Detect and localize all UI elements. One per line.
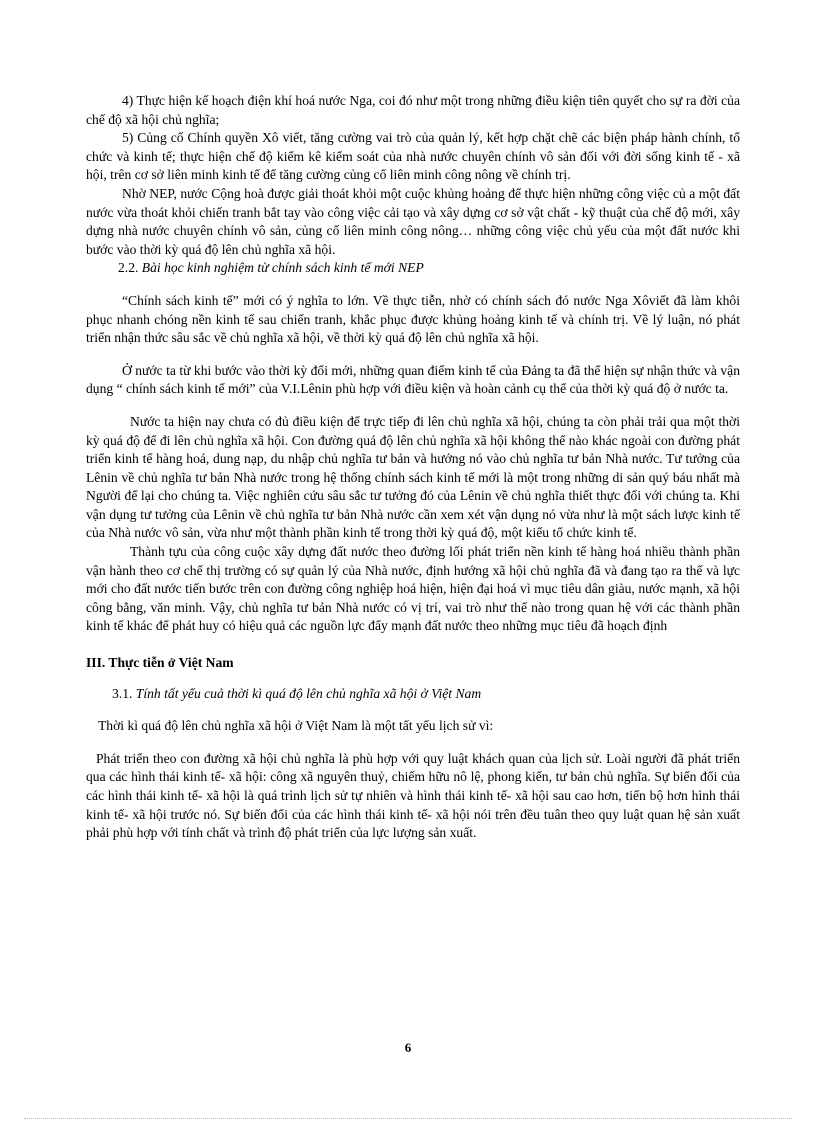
paragraph-achievements: Thành tựu của công cuộc xây dựng đất nước theo đường lối phát triển nền kinh tế hàng hoá nhiều thành phần vận hành theo cơ chế thị trường có sự quản lý của Nhà nước, định hướng xã hội chủ nghĩa đã và đang tạo ra thế và lực mới cho đất nước tiến bước trên con đường công nghiệp hoá hiện, hiện đại hoá vì mục tiêu dân giàu, nước mạnh, xã hội công bằng, văn minh. Vậy, chủ nghĩa tư bản Nhà nước có vị trí, vai trò như thế nào trong quan hệ với các thành phần kinh tế khác để phát huy có hiệu quả các nguồn lực đẩy mạnh đất nước theo những mục tiêu đã hoạch định (86, 544, 740, 634)
paragraph-nep-significance: “Chính sách kinh tế” mới có ý nghĩa to lớn. Về thực tiễn, nhờ có chính sách đó nước Nga Xôviết đã làm khôi phục nhanh chóng nền kinh tế sau chiến tranh, khắc phục được khủng hoảng kinh tế và chính trị. Về lý luận, nó phát triển nhận thức sâu sắc về chủ nghĩa xã hội, về thời kỳ quá độ lên chủ nghĩa xã hội. (86, 292, 740, 346)
paragraph-nep-result: Nhờ NEP, nước Cộng hoà được giải thoát khỏi một cuộc khủng hoảng để thực hiện những công việc củ a một đất nước vừa thoát khỏi chiến tranh bắt tay vào công việc cải tạo và xây dựng cơ sở vật chất - kỹ thuật của chế độ mới, xây dựng nhà nước chuyên chính vô sản, củng cố liên minh công nông… những công việc chủ yếu của một đất nước khi bước vào thời kỳ quá độ lên chủ nghĩa xã hội. (86, 185, 740, 257)
paragraph-transition-path: Nước ta hiện nay chưa có đủ điều kiện để trực tiếp đi lên chủ nghĩa xã hội, chúng ta còn phải trải qua một thời kỳ quá độ để đi lên chủ nghĩa xã hội. Con đường quá độ lên chủ nghĩa xã hội không thể nào khác ngoài con đường phát triển kinh tế hàng hoá, dung nạp, du nhập chủ nghĩa tư bản và hướng nó vào chủ nghĩa tư bản Nhà nước. Tư tưởng của Lênin về chủ nghĩa tư bản Nhà nước trong hệ thống chính sách kinh tế mới là một trong những di sản quý báu nhất mà Người để lại cho chúng ta. Việc nghiên cứu sâu sắc tư tưởng đó của Lênin về chủ nghĩa thiết thực đối với chúng ta. Khi vận dụng tư tưởng của Lênin về chủ nghĩa tư bản Nhà nước cần xem xét vận dụng nó vừa như là một sách lược kinh tế của Nhà nước vô sản, vừa như một thành phần kinh tế trong thời kỳ quá độ, một kiểu tổ chức kinh tế. (86, 413, 740, 541)
section-title: Bài học kinh nghiệm từ chính sách kinh tế mới NEP (141, 260, 424, 276)
paragraph-item-4: 4) Thực hiện kế hoạch điện khí hoá nước Nga, coi đó như một trong những điều kiện tiên quyết cho sự ra đời của chế độ xã hội chủ nghĩa; (86, 93, 740, 127)
section-number: 3.1. (112, 685, 133, 701)
page-number: 6 (404, 1040, 412, 1055)
paragraph-necessity-intro: Thời kì quá độ lên chủ nghĩa xã hội ở Việt Nam là một tất yếu lịch sử vì: (98, 718, 494, 734)
section-heading-3-1 (86, 685, 740, 704)
section-heading-2-2 (86, 259, 740, 278)
section-number: 2.2. (118, 260, 139, 276)
paragraph-vietnam-application: Ở nước ta từ khi bước vào thời kỳ đổi mới, những quan điểm kinh tế của Đảng ta đã thể hiện sự nhận thức và vận dụng “ chính sách kinh tế mới” của V.I.Lênin phù hợp với điều kiện và hoàn cảnh cụ thể của thời kỳ quá độ ở nước ta. (86, 362, 740, 397)
section-heading-3: III. Thực tiễn ở Việt Nam (86, 655, 234, 671)
paragraph-item-5: 5) Củng cố Chính quyền Xô viết, tăng cường vai trò của quản lý, kết hợp chặt chẽ các biện pháp hành chính, tổ chức và kinh tế; thực hiện chế độ kiểm kê kiểm soát của nhà nước chuyên chính vô sản đối với đời sống kinh tế - xã hội, trên cơ sở liên minh kinh tế để tăng cường củng cố liên minh công nông về chính trị. (86, 130, 740, 183)
paragraph-historical-law: Phát triển theo con đường xã hội chủ nghĩa là phù hợp với quy luật khách quan của lịch sử. Loài người đã phát triển qua các hình thái kinh tế- xã hội: công xã nguyên thuỷ, chiếm hữu nô lệ, phong kiến, tư bản chủ nghĩa. Sự biến đổi của các hình thái kinh tế- xã hội là quá trình lịch sử tự nhiên và hình thái kinh tế- xã hội sau cao hơn, tiến bộ hơn hình thái kinh tế- xã hội trước nó. Sự biến đổi của các hình thái kinh tế- xã hội nói trên đều tuân theo quy luật quan hệ sản xuất phải phù hợp với tính chất và trình độ phát triển của lực lượng sản xuất. (86, 750, 740, 841)
document-body (86, 92, 740, 843)
page-bottom-divider (24, 1118, 792, 1119)
section-title: Tính tất yếu cuả thời kì quá độ lên chủ nghĩa xã hội ở Việt Nam (135, 685, 482, 701)
